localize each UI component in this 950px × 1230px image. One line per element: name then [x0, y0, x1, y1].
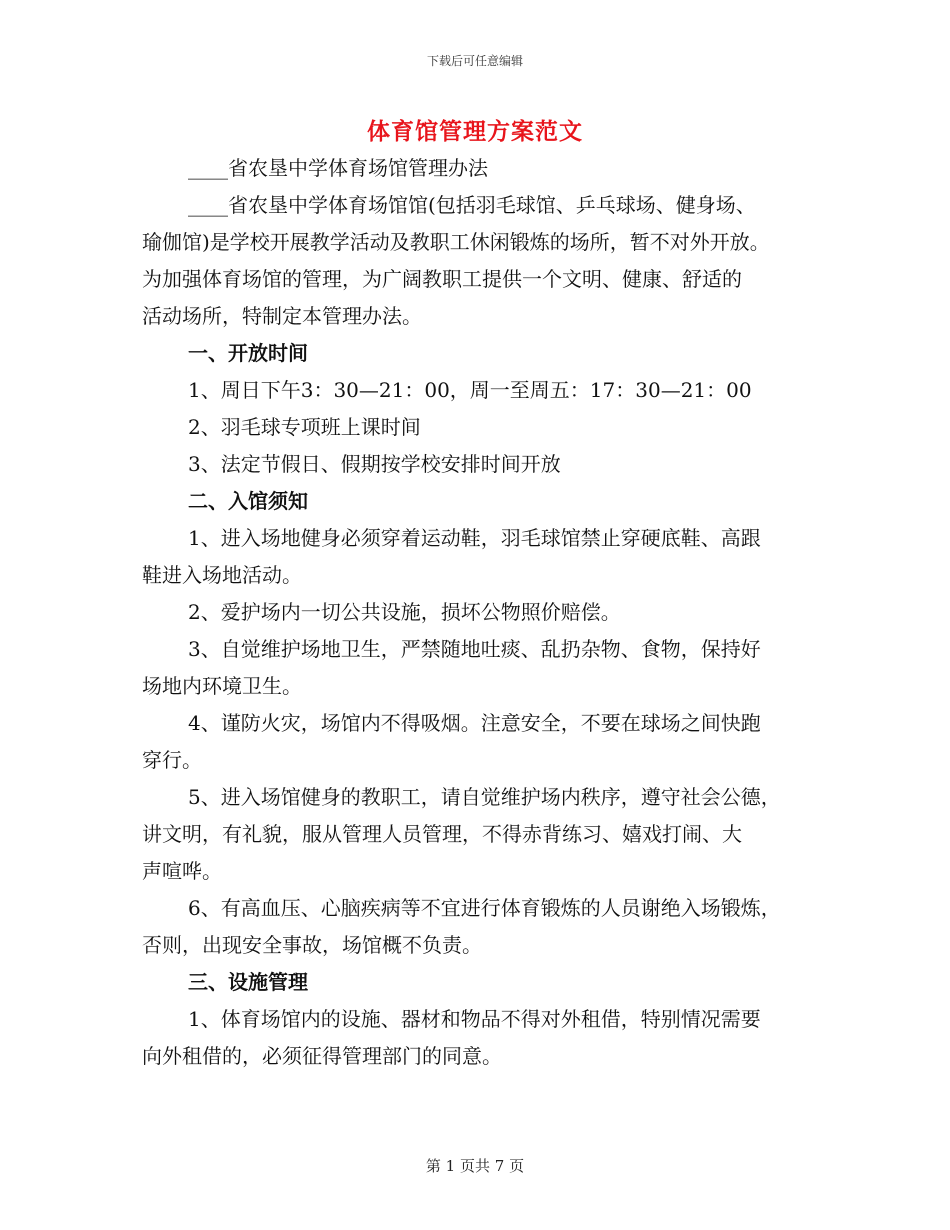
paragraph-line: 2、爱护场内一切公共设施，损坏公物照价赔偿。	[188, 600, 621, 624]
paragraph-line: 1、周日下午3：30—21：00，周一至周五：17：30—21：00	[188, 378, 752, 402]
paragraph-line: 场地内环境卫生。	[142, 674, 302, 698]
page-footer: 第 1 页共 7 页	[425, 1157, 525, 1175]
paragraph-line: ____省农垦中学体育场馆馆(包括羽毛球馆、乒乓球场、健身场、	[188, 193, 756, 217]
document-body	[142, 150, 822, 1075]
paragraph-line: 1、体育场馆内的设施、器材和物品不得对外租借，特别情况需要	[188, 1007, 761, 1031]
paragraph-line: 3、自觉维护场地卫生，严禁随地吐痰、乱扔杂物、食物，保持好	[188, 637, 761, 661]
paragraph-line: 向外租借的，必须征得管理部门的同意。	[142, 1044, 502, 1068]
header-note: 下载后可任意编辑	[426, 54, 523, 68]
paragraph-line: 活动场所，特制定本管理办法。	[142, 304, 422, 328]
paragraph-line: 为加强体育场馆的管理，为广阔教职工提供一个文明、健康、舒适的	[142, 267, 742, 291]
paragraph-line: 瑜伽馆)是学校开展教学活动及教职工休闲锻炼的场所，暂不对外开放。	[142, 230, 770, 254]
section-heading: 一、开放时间	[188, 341, 308, 365]
paragraph-line: 6、有高血压、心脑疾病等不宜进行体育锻炼的人员谢绝入场锻炼，	[188, 896, 781, 920]
paragraph-line: 5、进入场馆健身的教职工，请自觉维护场内秩序，遵守社会公德，	[188, 785, 781, 809]
section-heading: 二、入馆须知	[188, 489, 308, 513]
paragraph-line: 4、谨防火灾，场馆内不得吸烟。注意安全，不要在球场之间快跑	[188, 711, 761, 735]
document-title: 体育馆管理方案范文	[367, 118, 583, 145]
paragraph-line: 声喧哗。	[142, 859, 222, 883]
section-heading: 三、设施管理	[188, 970, 308, 994]
paragraph-line: 讲文明，有礼貌，服从管理人员管理，不得赤背练习、嬉戏打闹、大	[142, 822, 742, 846]
paragraph-line: 3、法定节假日、假期按学校安排时间开放	[188, 452, 561, 476]
paragraph-line: 1、进入场地健身必须穿着运动鞋，羽毛球馆禁止穿硬底鞋、高跟	[188, 526, 761, 550]
paragraph-line: 穿行。	[142, 748, 202, 772]
paragraph-line: ____省农垦中学体育场馆管理办法	[188, 156, 488, 180]
paragraph-line: 鞋进入场地活动。	[142, 563, 302, 587]
paragraph-line: 否则，出现安全事故，场馆概不负责。	[142, 933, 482, 957]
paragraph-line: 2、羽毛球专项班上课时间	[188, 415, 421, 439]
